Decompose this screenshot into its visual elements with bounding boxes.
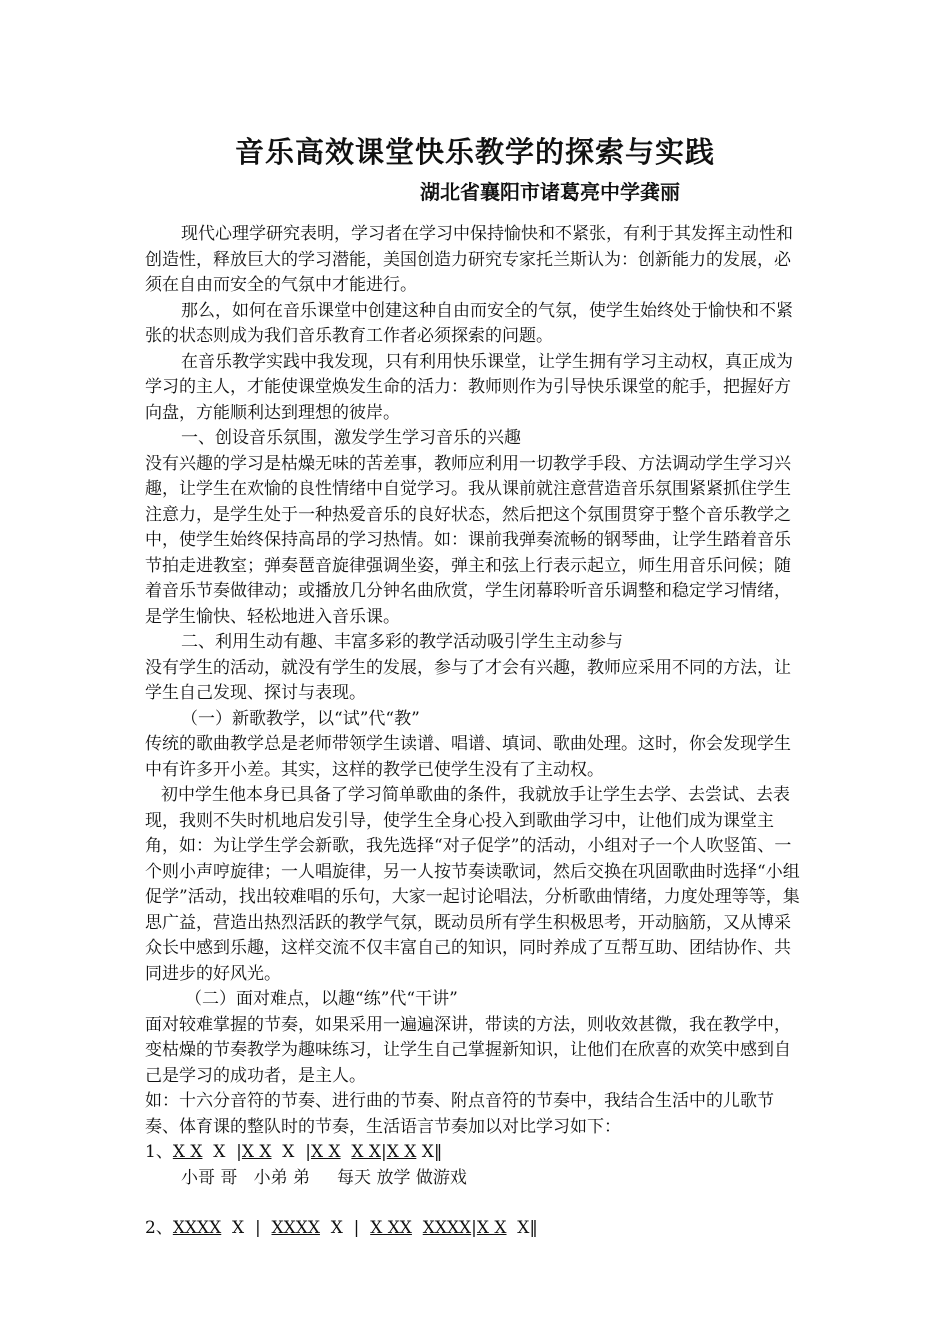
rhythm-group: XXXX — [172, 1218, 222, 1238]
rhythm-line-2 — [145, 1216, 805, 1242]
paragraph: 初中学生他本身已具备了学习简单歌曲的条件，我就放手让学生去学、去尝试、去表现，我则不失时机地启发引导，使学生全身心投入到歌曲学习中，让他们成为课堂主角，如：为让学生学会新歌，我先选择“对子促学”的活动，小组对子一个人吹竖笛、一个则小声哼旋律；一人唱旋律，另一人按节奏读歌词，然后交换在巩固歌曲时选择“小组促学”活动，找出较难唱的乐句，大家一起讨论唱法，分析歌曲情绪，力度处理等等，集思广益，营造出热烈活跃的教学气氛，既动员所有学生积极思考，开动脑筋，又从博采众长中感到乐趣，这样交流不仅丰富自己的知识，同时养成了互帮互助、团结协作、共同进步的好风光。 — [145, 785, 800, 984]
rhythm-lyrics: 小哥 哥 小弟 弟 每天 放学 做游戏 — [181, 1167, 467, 1188]
rhythm-text: X‖ — [416, 1142, 443, 1162]
rhythm-group: X X — [386, 1142, 417, 1162]
paragraph: 面对较难掌握的节奏，如果采用一遍遍深讲，带读的方法，则收效甚微，我在教学中，变枯燥的节奏教学为趣味练习，让学生自己掌握新知识，让他们在欣喜的欢笑中感到自己是学习的成功者，是主人。 — [145, 1014, 791, 1086]
author-line: 湖北省襄阳市诸葛亮中学龚丽 — [420, 180, 680, 204]
paragraph: 没有学生的活动，就没有学生的发展，参与了才会有兴趣，教师应采用不同的方法，让学生自己发现、探讨与表现。 — [145, 657, 791, 703]
rhythm-text — [341, 1142, 352, 1162]
rhythm-line-1 — [145, 1140, 805, 1166]
rhythm-group: X X — [351, 1142, 381, 1162]
rhythm-group: XXXX — [271, 1218, 320, 1238]
rhythm-group: X XX — [370, 1218, 412, 1238]
rhythm-number: 2、 — [145, 1218, 173, 1238]
rhythm-group: X X — [172, 1142, 203, 1162]
section-heading: 二、利用生动有趣、丰富多彩的教学活动吸引学生主动参与 — [181, 632, 623, 652]
rhythm-text — [412, 1218, 423, 1238]
document-body — [145, 222, 805, 1242]
rhythm-group: X X — [310, 1142, 341, 1162]
paragraph: 在音乐教学实践中我发现，只有利用快乐课堂，让学生拥有学习主动权，真正成为学习的主人，才能使课堂焕发生命的活力：教师则作为引导快乐课堂的舵手，把握好方向盘，方能顺利达到理想的彼岸。 — [145, 351, 793, 423]
paragraph: 现代心理学研究表明，学习者在学习中保持愉快和不紧张，有利于其发挥主动性和创造性，释放巨大的学习潜能，美国创造力研究专家托兰斯认为：创新能力的发展，必须在自由而安全的气氛中才能进行。 — [145, 224, 793, 295]
rhythm-text: | — [471, 1218, 477, 1238]
rhythm-text: X | — [221, 1218, 272, 1238]
paragraph: 没有兴趣的学习是枯燥无味的苦差事，教师应利用一切教学手段、方法调动学生学习兴趣，让学生在欢愉的良性情绪中自觉学习。我从课前就注意营造音乐氛围紧紧抓住学生注意力，是学生处于一种热爱音乐的良好状态，然后把这个氛围贯穿于整个音乐教学之中，使学生始终保持高昂的学习热情。如：课前我弹奏流畅的钢琴曲，让学生踏着音乐节拍走进教室；弹奏琶音旋律强调坐姿，弹主和弦上行表示起立，师生用音乐问候；随着音乐节奏做律动；或播放几分钟名曲欣赏，学生闭幕聆听音乐调整和稳定学习情绪，是学生愉快、轻松地进入音乐课。 — [145, 453, 791, 627]
rhythm-text: X‖ — [506, 1218, 538, 1238]
rhythm-text: | — [380, 1142, 387, 1162]
spacer — [145, 1191, 805, 1216]
rhythm-number: 1、 — [145, 1142, 173, 1162]
subsection-heading: （二）面对难点，以趣“练”代“干讲” — [185, 989, 458, 1009]
document-title: 音乐高效课堂快乐教学的探索与实践 — [234, 135, 715, 169]
rhythm-group: X X — [476, 1218, 507, 1238]
section-heading: 一、创设音乐氛围，激发学生学习音乐的兴趣 — [181, 428, 521, 448]
rhythm-group: X X — [241, 1142, 272, 1162]
rhythm-text: X | — [271, 1142, 311, 1162]
rhythm-text: X | — [202, 1142, 242, 1162]
subsection-heading: （一）新歌教学，以“试”代“教” — [181, 708, 420, 729]
rhythm-group: XXXX — [422, 1218, 472, 1238]
paragraph: 如：十六分音符的节奏、进行曲的节奏、附点音符的节奏中，我结合生活中的儿歌节奏、体育课的整队时的节奏，生活语言节奏加以对比学习如下： — [145, 1091, 774, 1137]
paragraph: 那么，如何在音乐课堂中创建这种自由而安全的气氛，使学生始终处于愉快和不紧张的状态则成为我们音乐教育工作者必须探索的问题。 — [145, 300, 793, 346]
paragraph: 传统的歌曲教学总是老师带领学生读谱、唱谱、填词、歌曲处理。这时，你会发现学生中有许多开小差。其实，这样的教学已使学生没有了主动权。 — [145, 734, 791, 780]
rhythm-text: X | — [319, 1218, 371, 1238]
